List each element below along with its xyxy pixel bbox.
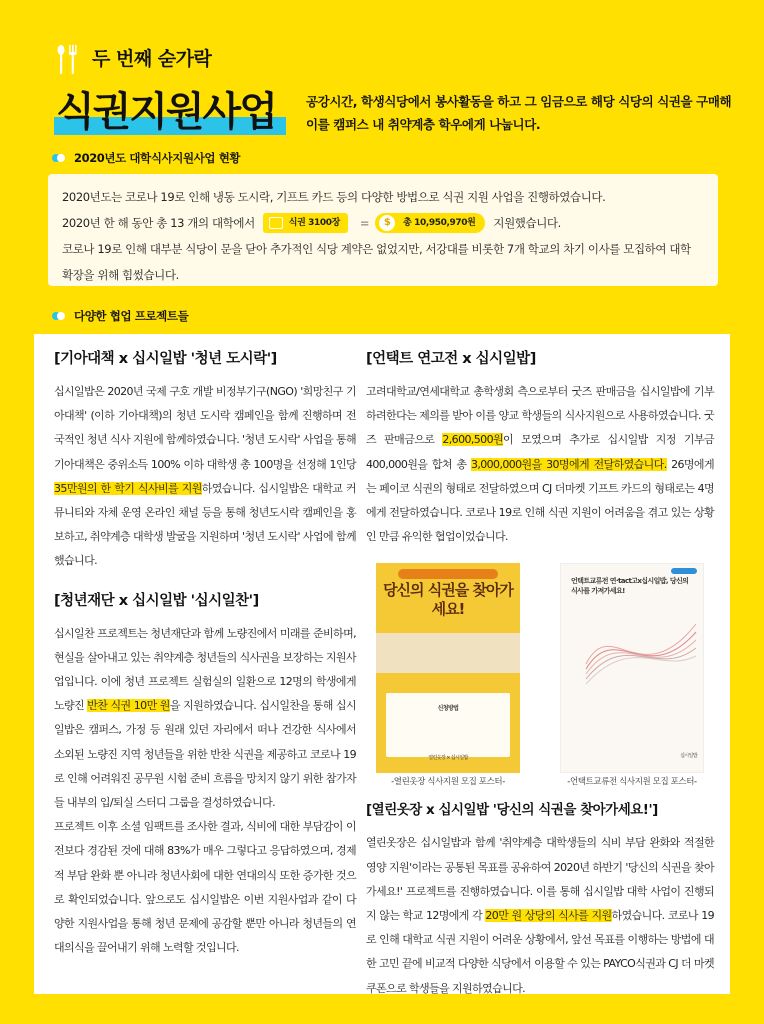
poster-footer: 십시일밥 bbox=[680, 753, 697, 760]
body-text: 십시일밥은 2020년 국제 구호 개발 비정부기구(NGO) '희망친구 기아대책' (이하 기아대책)의 청년 도시락 캠페인을 함께 진행하며 전국적인 청년 식사 지원에 함께하였습니다. '청년 도시락' 사업을 통해 기아대책은 중위소득 100% 이하 대학생 총 100명을 선정해 1인당 bbox=[54, 385, 356, 471]
status-line1: 2020년도는 코로나 19로 인해 냉동 도시락, 기프트 카드 등의 다양한 방법으로 식권 지원 사업을 진행하였습니다. bbox=[62, 190, 606, 204]
poster-caption: -언택트교류전 식사지원 모집 포스터- bbox=[567, 777, 697, 788]
body-text: 하였습니다. 십시일밥은 대학교 커뮤니티와 자체 운영 온라인 채널 등을 통해 청년도시락 캠페인을 홍보하고, 취약계층 대학생 발굴을 지원하며 '청년 도시락' 사업에 함께했습니다. bbox=[54, 481, 356, 568]
poster-untact bbox=[560, 563, 704, 773]
section-kicker: 두 번째 숟가락 bbox=[92, 48, 212, 70]
ticket-count-label: 식권 3100장 bbox=[288, 218, 340, 228]
coin-icon: $ bbox=[379, 215, 395, 231]
body-text: 하였습니다. 코로나 19로 인해 대학교 식권 지원이 어려운 상황에서, 앞선 목표를 이행하는 방법에 대한 고민 끝에 비교적 다양한 식당에서 이용할 수 있는 PAYCO식권과 CJ 더 마켓 쿠폰으로 학생들을 지원하였습니다. bbox=[366, 909, 714, 995]
poster-open-closet bbox=[376, 563, 520, 773]
poster-illustration bbox=[376, 633, 520, 673]
body-text: 고려대학교/연세대학교 총학생회 측으로부터 굿즈 판매금을 십시일밥에 기부하려한다는 제의를 받아 이를 양교 학생들의 식사지원으로 사용하였습니다. 굿즈 판매금으로 bbox=[366, 385, 714, 447]
highlight-text: 2,600,500원 bbox=[442, 433, 503, 447]
money-total-label: 총 10,950,970원 bbox=[403, 218, 476, 228]
highlight-text: 3,000,000원을 30명에게 전달하였습니다. bbox=[470, 457, 667, 471]
highlight-text: 20만 원 상당의 식사를 지원 bbox=[485, 909, 612, 923]
project-body-youth-impact: 프로젝트 이후 소셜 임팩트를 조사한 결과, 식비에 대한 부담감이 이전보다 경감된 것에 대해 83%가 매우 그렇다고 응답하였으며, 경제적 부담 완화 뿐 아니라 청년사회에 대한 연대의식 또한 증가한 것으로 확인되었습니다. 앞으로도 십시일밥은 이번 지원사업과 같이 다양한 지원사업을 통해 청년 문제에 공감할 뿐만 아니라 청년들의 연대의식을 끌어내기 위해 노력할 것입니다. bbox=[54, 820, 356, 955]
left-column bbox=[54, 344, 356, 960]
poster-row bbox=[366, 563, 714, 789]
money-total-badge bbox=[375, 213, 485, 233]
poster-title: 언택트교류전 연·tact고x십시일밥, 당신의 식사를 가져가세요! bbox=[571, 577, 689, 596]
spoon-fork-icon bbox=[56, 44, 78, 76]
highlight-text: 반찬 식권 10만 원 bbox=[87, 699, 170, 713]
poster-wrap bbox=[368, 563, 528, 789]
poster-title: 당신의 식권을 찾아가세요! bbox=[383, 581, 513, 619]
project-body-opencloset bbox=[366, 831, 714, 1000]
status-line3: 코로나 19로 인해 대부분 식당이 문을 닫아 추가적인 식당 계약은 없었지만, 서강대를 비롯한 7개 학교의 차기 이사를 모집하여 대학 확장을 위해 힘썼습니다. bbox=[62, 242, 691, 282]
status-line2-post: 지원했습니다. bbox=[493, 216, 561, 230]
body-text: 26명에게는 페이코 식권의 형태로 전달하였으며 CJ 더마켓 기프트 카드의 형태로는 4명에게 전달하였습니다. 코로나 19로 인해 식권 지원이 어려움을 겪고 있는 상황인 만큼 유익한 협업이었습니다. bbox=[366, 457, 714, 544]
main-title: 식권지원사업 bbox=[56, 89, 276, 135]
status-line2 bbox=[62, 210, 704, 236]
body-text: 십시일찬 프로젝트는 청년재단과 함께 노량진에서 미래를 준비하며, 현실을 살아내고 있는 취약계층 청년들의 식사권을 보장하는 지원사업입니다. 이에 청년 프로젝트 실험실의 일환으로 12명의 학생에게 노량진 bbox=[54, 626, 356, 713]
poster-footer: 열린옷장 × 십시일밥 bbox=[428, 755, 468, 762]
project-title-youth: [청년재단 x 십시일밥 '십시일찬'] bbox=[54, 592, 259, 609]
poster-caption: -열린옷장 식사지원 모집 포스터- bbox=[391, 777, 505, 788]
body-text: 을 지원하였습니다. 십시일찬을 통해 십시일밥은 캠퍼스, 가정 등 원래 있던 자리에서 떠나 건강한 식사에서 소외된 노량진 지역 청년들을 위한 반찬 식권을 제공하고 코로나 19로 인해 어려워진 공무원 시험 준비 흐름을 망치지 않기 위한 참가자들 내부의 입/퇴실 스터디 그룹을 결성하였습니다. bbox=[54, 699, 356, 810]
project-title-opencloset: [열린옷장 x 십시일밥 '당신의 식권을 찾아가세요!'] bbox=[366, 802, 658, 819]
poster-logo bbox=[671, 568, 697, 574]
project-title-kfhi: [기아대책 x 십시일밥 '청년 도시락'] bbox=[54, 351, 277, 367]
project-body-youth bbox=[54, 622, 356, 816]
ticket-count-badge bbox=[263, 213, 348, 233]
project-title-untact: [언택트 연고전 x 십시일밥] bbox=[366, 351, 536, 367]
project-body-kfhi bbox=[54, 380, 356, 574]
projects-heading bbox=[52, 308, 188, 324]
poster-wave-graphic bbox=[581, 604, 701, 694]
project-body-untact bbox=[366, 380, 714, 549]
highlight-text: 35만원의 한 학기 식사비를 지원 bbox=[54, 481, 202, 495]
status-heading-label: 2020년도 대학식사지원사업 현황 bbox=[74, 151, 241, 165]
right-column bbox=[366, 344, 714, 1001]
equals-sign: = bbox=[359, 216, 370, 230]
bullet-icon bbox=[52, 154, 66, 162]
bullet-icon bbox=[52, 312, 66, 320]
projects-heading-label: 다양한 협업 프로젝트들 bbox=[74, 309, 189, 323]
poster-badge bbox=[398, 569, 498, 579]
poster-wrap bbox=[552, 563, 712, 789]
ticket-icon bbox=[269, 217, 283, 229]
poster-card-title: 신청방법 bbox=[437, 705, 459, 713]
intro-text: 공강시간, 학생식당에서 봉사활동을 하고 그 임금으로 해당 식당의 식권을 구매해 이를 캠퍼스 내 취약계층 학우에게 나눕니다. bbox=[306, 94, 732, 132]
body-text: 열린옷장은 십시일밥과 함께 '취약계층 대학생들의 식비 부담 완화와 적절한 영양 지원'이라는 공통된 목표를 공유하여 2020년 하반기 '당신의 식권을 찾아가세요!' 프로젝트를 진행하였습니다. 이를 통해 십시일밥 대학 사업이 진행되지 않는 학교 12명에게 각 bbox=[366, 836, 714, 923]
main-title-wrap bbox=[56, 80, 276, 137]
projects-content bbox=[34, 334, 730, 994]
status-line2-pre: 2020년 한 해 동안 총 13 개의 대학에서 bbox=[62, 216, 255, 230]
body-text: 이 모였으며 추가로 십시일밥 지정 기부금 400,000원을 합쳐 총 bbox=[366, 433, 714, 471]
status-heading bbox=[52, 150, 240, 166]
status-box bbox=[48, 174, 718, 286]
